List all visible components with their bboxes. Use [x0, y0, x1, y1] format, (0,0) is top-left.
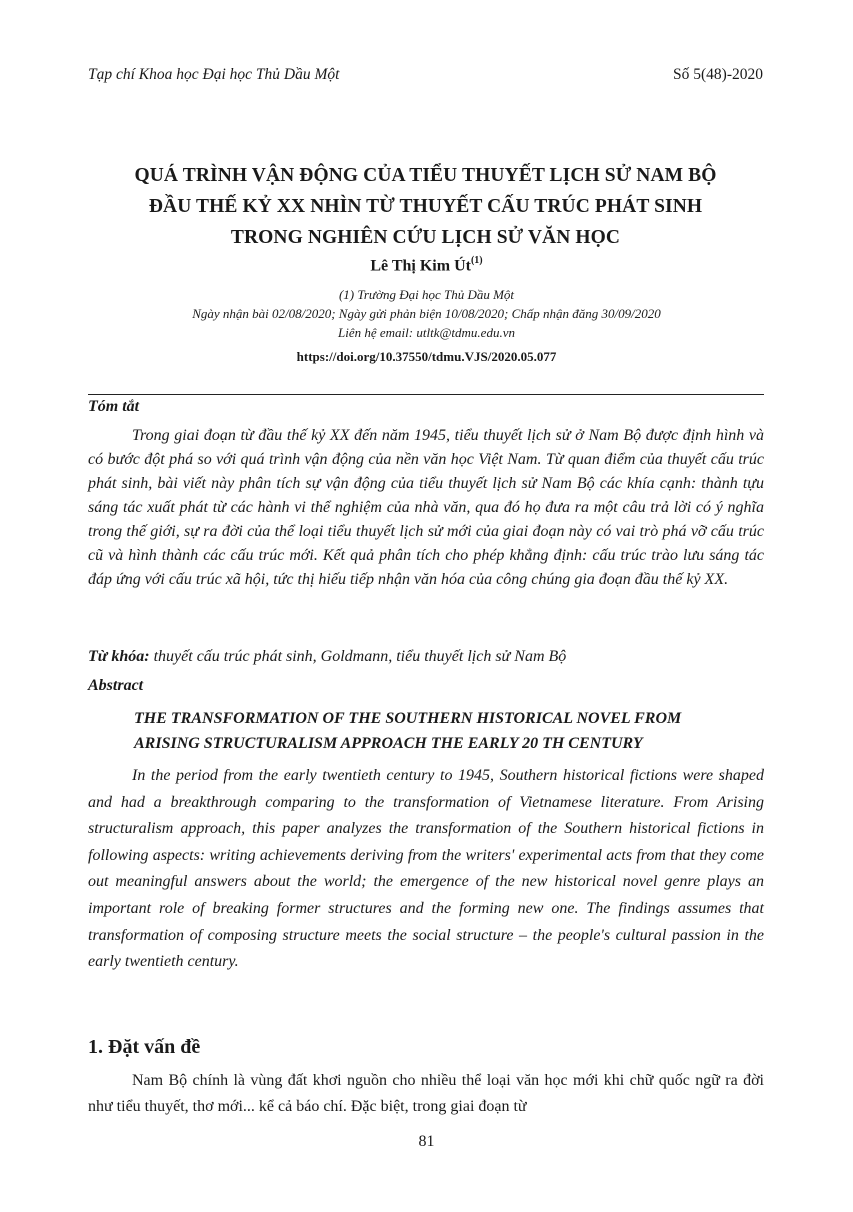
journal-name: Tạp chí Khoa học Đại học Thủ Dầu Một — [88, 66, 340, 83]
title-line: TRONG NGHIÊN CỨU LỊCH SỬ VĂN HỌC — [230, 227, 621, 248]
affiliation: (1) Trường Đại học Thủ Dầu Một — [338, 287, 515, 302]
article-title — [88, 160, 763, 253]
issue-number: Số 5(48)-2020 — [673, 66, 763, 83]
divider — [88, 394, 764, 395]
keywords-label: Từ khóa: — [88, 648, 150, 665]
en-abstract-text: In the period from the early twentieth century to 1945, Southern historical fictions were shaped and had a breakthrough comparing to the transformation of Vietnamese literature. From Arising structuralism approach, this paper analyzes the transformation of the Southern historical fictions in following aspects: writing achievements deriving from the writers' experimental acts from that they come out meaningful answers about the world; the emergence of the new historical novel genre plays an important role of breaking former structures and the forming new one. The findings assumes that transformation of composing structure meets the social structure – the people's cultural passion in the early twentieth century. — [88, 767, 764, 971]
article-meta — [0, 285, 853, 342]
keywords-text: thuyết cấu trúc phát sinh, Goldmann, tiểu thuyết lịch sử Nam Bộ — [153, 648, 567, 665]
english-title-line: THE TRANSFORMATION OF THE SOUTHERN HISTORICAL NOVEL FROM — [134, 710, 682, 727]
running-header — [88, 66, 763, 88]
vi-abstract-text: Trong giai đoạn từ đầu thế kỷ XX đến năm 1945, tiểu thuyết lịch sử ở Nam Bộ được định hình và có bước đột phá so với quá trình vận động của nền văn học Việt Nam. Từ quan điểm của thuyết cấu trúc phát sinh, bài viết này phân tích sự vận động của tiểu thuyết lịch sử Nam Bộ các khía cạnh: thành tựu sáng tác xuất phát từ các hành vi thể nghiệm của nhà văn, qua đó họ đưa ra một câu trả lời có ý nghĩa trong thế giới, sự ra đời của thể loại tiểu thuyết lịch sử mới của giai đoạn này có vai trò phá vỡ cấu trúc cũ và hình thành các cấu trúc mới. Kết quả phân tích cho phép khẳng định: cấu trúc trào lưu sáng tác đáp ứng với cấu trúc xã hội, tức thị hiếu tiếp nhận văn hóa của công chúng gia đoạn đầu thế kỷ XX. — [88, 427, 764, 588]
page-number: 81 — [418, 1133, 435, 1150]
author-line — [0, 256, 853, 275]
vi-abstract-label: Tóm tắt — [88, 398, 140, 415]
submission-dates: Ngày nhận bài 02/08/2020; Ngày gửi phản biện 10/08/2020; Chấp nhận đăng 30/09/2020 — [192, 306, 661, 321]
title-line: ĐẦU THẾ KỶ XX NHÌN TỪ THUYẾT CẤU TRÚC PHÁT SINH — [148, 196, 703, 217]
english-title — [134, 706, 764, 756]
title-line: QUÁ TRÌNH VẬN ĐỘNG CỦA TIỂU THUYẾT LỊCH SỬ NAM BỘ — [134, 165, 717, 186]
english-title-line: ARISING STRUCTURALISM APPROACH THE EARLY 20 TH CENTURY — [134, 735, 643, 752]
affiliation-mark: (1) — [470, 255, 483, 266]
author-name: Lê Thị Kim Út — [370, 257, 471, 275]
section-heading: 1. Đặt vấn đề — [88, 1036, 201, 1058]
contact-email: Liên hệ email: utltk@tdmu.edu.vn — [338, 325, 515, 340]
en-abstract-label: Abstract — [88, 677, 144, 694]
keywords — [88, 648, 764, 666]
body-paragraph: Nam Bộ chính là vùng đất khơi nguồn cho nhiều thể loại văn học mới khi chữ quốc ngữ ra đời như tiểu thuyết, thơ mới... kể cả báo chí. Đặc biệt, trong giai đoạn từ — [88, 1072, 764, 1115]
doi-link[interactable]: https://doi.org/10.37550/tdmu.VJS/2020.05.077 — [296, 349, 557, 364]
